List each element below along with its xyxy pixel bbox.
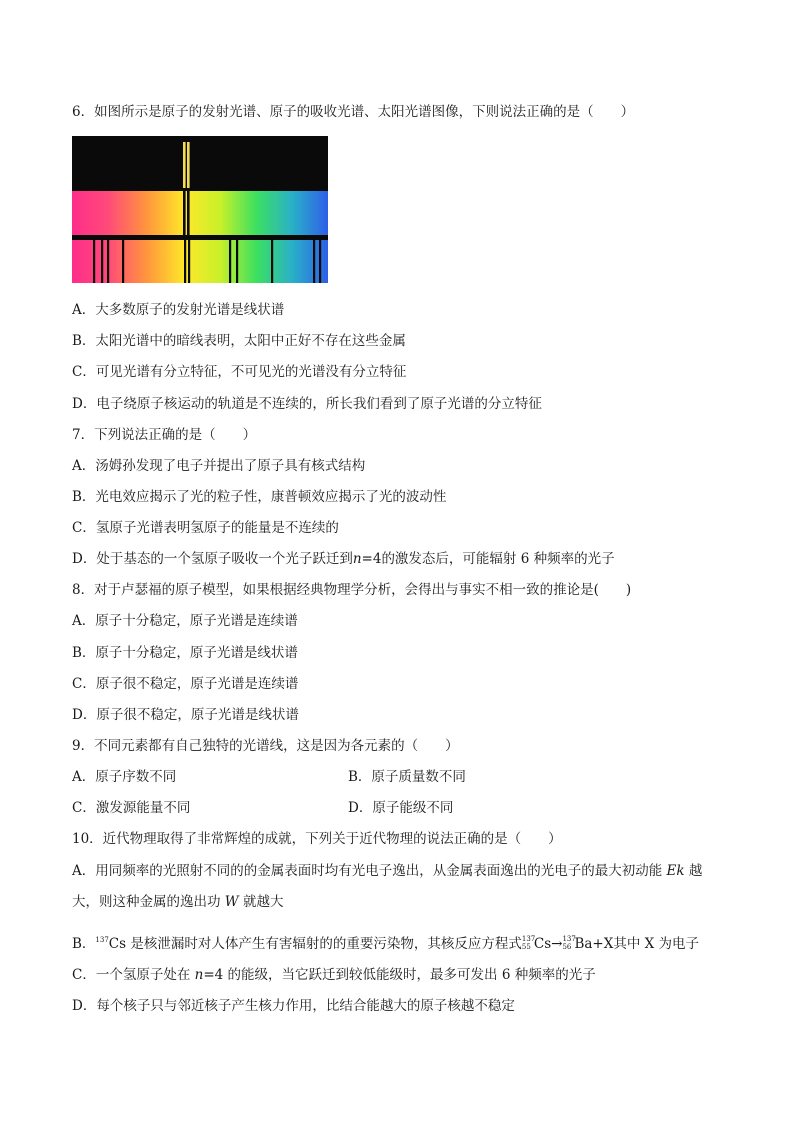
q7-d-eq: =4 xyxy=(361,551,382,567)
solar-spectrum-band xyxy=(72,235,328,283)
q10-b-text-end: 其中 X 为电子 xyxy=(613,936,700,952)
q10-a2-text: 大，则这种金属的逸出功 xyxy=(72,894,225,910)
fraunhofer-line xyxy=(319,237,321,283)
q9-option-b: B．原子质量数不同 xyxy=(348,769,466,785)
q9-row-1 xyxy=(72,767,732,787)
fraunhofer-line xyxy=(229,237,231,283)
q7-d-text: D．处于基态的一个氢原子吸收一个光子跃迁到 xyxy=(72,551,353,567)
solar-top-border xyxy=(72,235,328,240)
q10-c-eq: =4 xyxy=(203,967,224,983)
q7-d-var-n: n xyxy=(352,551,362,567)
q10-c-text: C．一个氢原子处在 xyxy=(72,967,195,983)
q7-stem: 7．下列说法正确的是（ ） xyxy=(72,427,257,443)
emission-spectrum-band xyxy=(72,136,328,191)
q8-option-b: B．原子十分稳定，原子光谱是线状谱 xyxy=(72,645,298,661)
q10-b-isotope-ba: 137 56 xyxy=(562,935,576,951)
fraunhofer-line xyxy=(236,237,238,283)
q7-option-a: A．汤姆孙发现了电子并提出了原子具有核式结构 xyxy=(72,458,366,474)
q10-option-c xyxy=(72,965,732,985)
q7-option-c: C．氢原子光谱表明氢原子的能量是不连续的 xyxy=(72,520,339,536)
q10-b-eq-cs: Cs→ xyxy=(533,936,563,952)
q10-b-isotope-cs: 137 55 xyxy=(521,935,536,951)
q8-option-c: C．原子很不稳定，原子光谱是连续谱 xyxy=(72,676,299,692)
q6-option-a: A．大多数原子的发射光谱是线状谱 xyxy=(72,302,285,318)
q10-option-a-line2 xyxy=(72,892,732,912)
q7-option-b: B．光电效应揭示了光的粒子性，康普顿效应揭示了光的波动性 xyxy=(72,489,447,505)
q10-a2-text-end: 就越大 xyxy=(238,894,284,910)
q9-option-a: A．原子序数不同 xyxy=(72,769,177,785)
emission-line xyxy=(183,142,186,188)
absorption-line xyxy=(187,191,190,235)
fraunhofer-line xyxy=(101,237,103,283)
q9-row-2 xyxy=(72,798,732,818)
fraunhofer-line xyxy=(107,237,109,283)
q8-option-d: D．原子很不稳定，原子光谱是线状谱 xyxy=(72,707,299,723)
q10-b-label: B． xyxy=(72,936,96,952)
fraunhofer-line xyxy=(271,237,273,283)
fraunhofer-line xyxy=(184,237,186,283)
q10-a-var-w: W xyxy=(224,894,239,910)
q7-d-text-end: 的激发态后，可能辐射 6 种频率的光子 xyxy=(381,551,615,567)
fraunhofer-line xyxy=(93,237,95,283)
q10-b-text: Cs 是核泄漏时对人体产生有害辐射的的重要污染物，其核反应方程式 xyxy=(108,936,522,952)
q10-option-d: D．每个核子只与邻近核子产生核力作用，比结合能越大的原子核越不稳定 xyxy=(72,998,515,1014)
absorption-spectrum-band xyxy=(72,191,328,235)
q10-b-eq-ba: Ba+X xyxy=(574,936,614,952)
emission-line xyxy=(187,142,190,188)
spectra-image xyxy=(72,136,328,283)
absorption-line xyxy=(183,191,186,235)
q10-c-var-n: n xyxy=(194,967,204,983)
q6-option-d: D．电子绕原子核运动的轨道是不连续的，所长我们看到了原子光谱的分立特征 xyxy=(72,396,542,412)
fraunhofer-line xyxy=(188,237,190,283)
q10-c-text-end: 的能级，当它跃迁到较低能级时，最多可发出 6 种频率的光子 xyxy=(223,967,596,983)
q9-stem: 9．不同元素都有自己独特的光谱线，这是因为各元素的（ ） xyxy=(72,738,459,754)
q8-stem: 8．对于卢瑟福的原子模型，如果根据经典物理学分析，会得出与事实不相一致的推论是( ) xyxy=(72,582,632,598)
q10-a-var-ek: Ek xyxy=(666,863,685,879)
q10-a-text: A．用同频率的光照射不同的的金属表面时均有光电子逸出，从金属表面逸出的光电子的最大初动能 xyxy=(72,863,667,879)
q10-option-a-line1 xyxy=(72,861,732,881)
q6-option-b: B．太阳光谱中的暗线表明，太阳中正好不存在这些金属 xyxy=(72,333,406,349)
q9-option-d: D．原子能级不同 xyxy=(348,800,454,816)
q10-stem: 10．近代物理取得了非常辉煌的成就，下列关于近代物理的说法正确的是（ ） xyxy=(72,831,562,847)
q9-option-c: C．激发源能量不同 xyxy=(72,800,191,816)
fraunhofer-line xyxy=(313,237,315,283)
q6-option-c: C．可见光谱有分立特征，不可见光的光谱没有分立特征 xyxy=(72,364,407,380)
q8-option-a: A．原子十分稳定，原子光谱是连续谱 xyxy=(72,613,298,629)
spectra-figure xyxy=(72,136,328,283)
q10-b-mass: 137 xyxy=(95,936,109,944)
q10-a-text-end: 越 xyxy=(684,863,703,879)
fraunhofer-line xyxy=(122,237,124,283)
q6-stem: 6．如图所示是原子的发射光谱、原子的吸收光谱、太阳光谱图像，下则说法正确的是（ ） xyxy=(72,104,635,120)
q10-option-b xyxy=(72,930,732,954)
q7-option-d xyxy=(72,549,732,569)
